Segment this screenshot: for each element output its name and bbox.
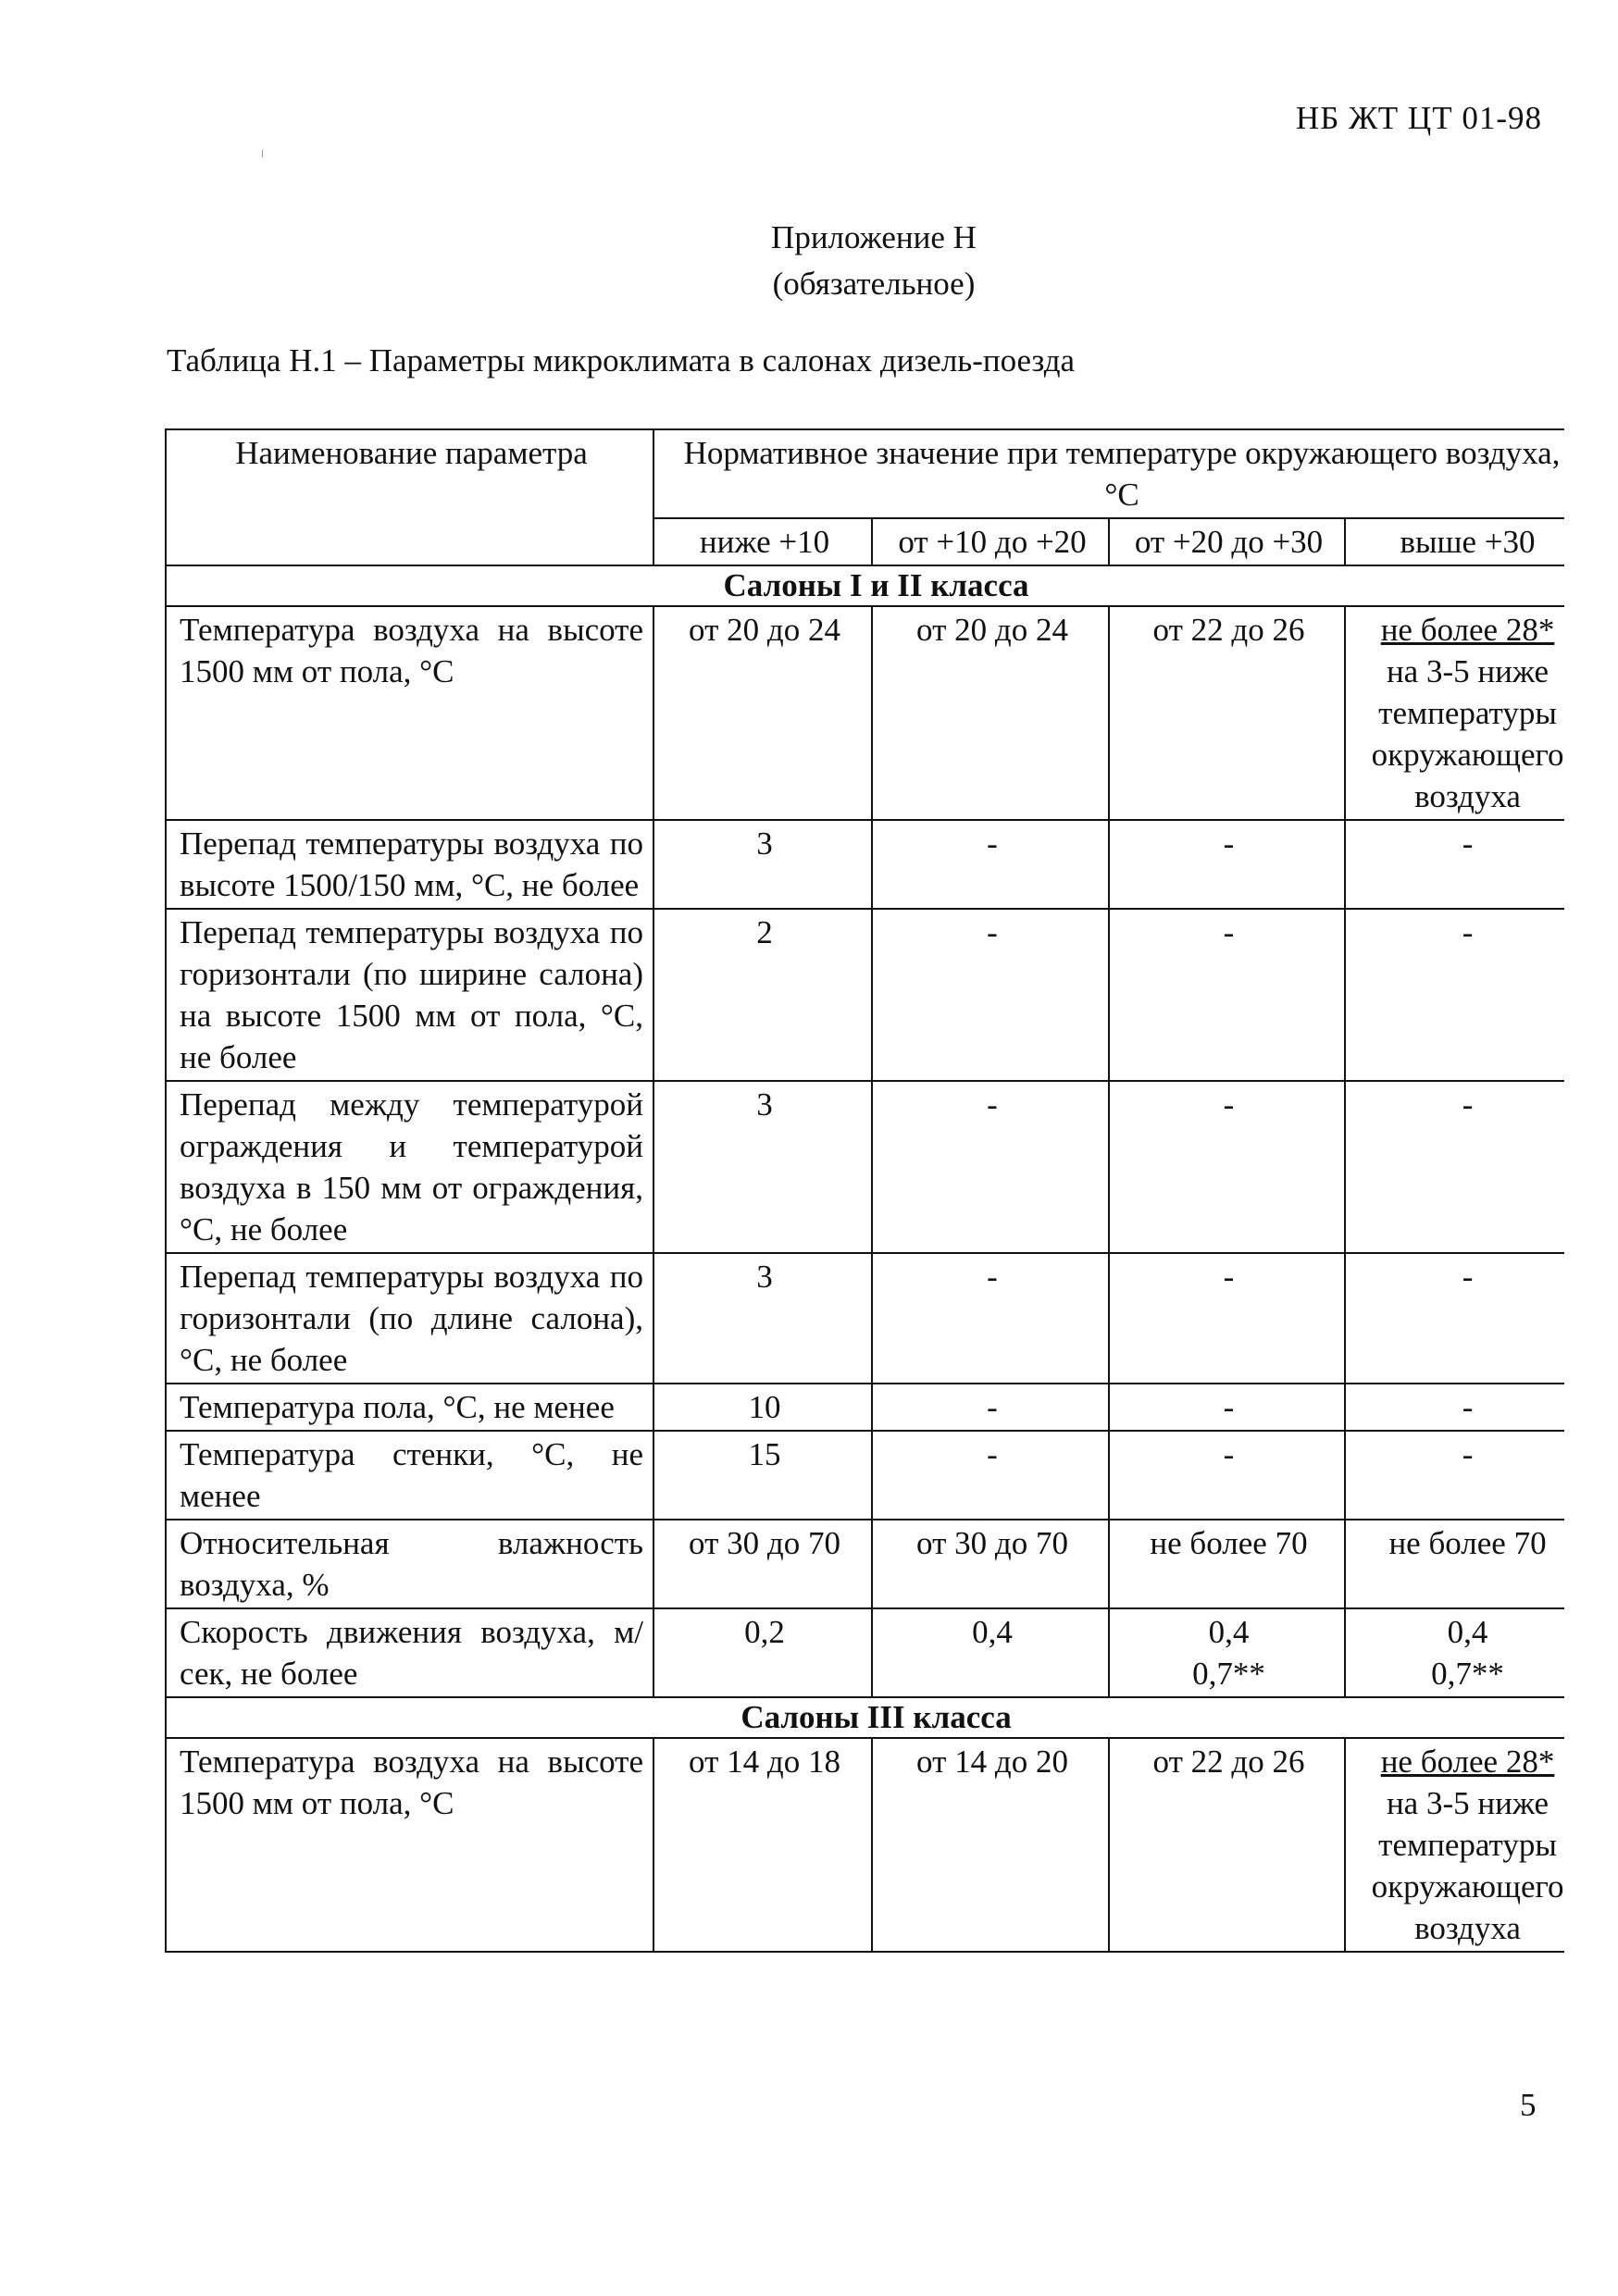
param-cell: Относительная влажность воздуха, % [166, 1520, 653, 1608]
value-cell: - [1345, 1253, 1564, 1384]
scan-artifact [262, 150, 263, 157]
value-cell: 3 [653, 820, 872, 909]
value-cell: - [1109, 820, 1345, 909]
value-line: 0,4 [1208, 1614, 1250, 1650]
value-line: не более 28* [1380, 1744, 1555, 1780]
value-cell: от 22 до 26 [1109, 1738, 1345, 1952]
value-cell: - [872, 909, 1109, 1081]
value-line: 0,7** [1192, 1656, 1265, 1692]
section-title: Салоны III класса [166, 1697, 1564, 1738]
value-cell: 10 [653, 1384, 872, 1431]
value-cell: - [872, 1253, 1109, 1384]
table-row [166, 909, 1564, 1081]
value-cell: от 14 до 20 [872, 1738, 1109, 1952]
table-row [166, 1384, 1564, 1431]
table-caption: Таблица Н.1 – Параметры микроклимата в салонах дизель-поезда [167, 342, 1076, 379]
value-cell: от 20 до 24 [653, 606, 872, 820]
value-cell: - [872, 1431, 1109, 1520]
value-cell: - [1345, 820, 1564, 909]
table-row [166, 820, 1564, 909]
value-cell: - [1109, 909, 1345, 1081]
page-number: 5 [1520, 2087, 1537, 2123]
table-row [166, 1738, 1564, 1952]
value-cell: - [1109, 1384, 1345, 1431]
param-cell: Температура пола, °С, не менее [166, 1384, 653, 1431]
value-cell: от 14 до 18 [653, 1738, 872, 1952]
value-cell: 3 [653, 1081, 872, 1253]
value-cell: 2 [653, 909, 872, 1081]
value-cell: - [872, 820, 1109, 909]
param-cell: Перепад температуры воздуха по горизонтали (по длине салона), °С, не более [166, 1253, 653, 1384]
param-cell: Температура стенки, °С, не менее [166, 1431, 653, 1520]
value-cell: от 30 до 70 [872, 1520, 1109, 1608]
param-cell: Перепад температуры воздуха по высоте 1500/150 мм, °С, не более [166, 820, 653, 909]
table-row [166, 1253, 1564, 1384]
value-cell: 3 [653, 1253, 872, 1384]
value-cell: 15 [653, 1431, 872, 1520]
table-row [166, 1520, 1564, 1608]
document-code: НБ ЖТ ЦТ 01-98 [1295, 100, 1542, 136]
header-range-1: ниже +10 [653, 518, 872, 565]
param-cell: Температура воздуха на высоте 1500 мм от пола, °С [166, 1738, 653, 1952]
param-cell: Температура воздуха на высоте 1500 мм от пола, °С [166, 606, 653, 820]
value-cell: - [1109, 1431, 1345, 1520]
table-row [166, 1431, 1564, 1520]
value-cell: - [872, 1384, 1109, 1431]
section-title: Салоны I и II класса [166, 565, 1564, 606]
value-cell: - [1109, 1081, 1345, 1253]
value-cell: 0,4 [872, 1608, 1109, 1697]
value-cell: - [1345, 1384, 1564, 1431]
value-cell [1109, 1608, 1345, 1697]
header-range-2: от +10 до +20 [872, 518, 1109, 565]
microclimate-table [165, 428, 1564, 1953]
value-cell: не более 70 [1345, 1520, 1564, 1608]
value-cell: от 30 до 70 [653, 1520, 872, 1608]
appendix-title: Приложение Н [771, 219, 977, 255]
value-line: 0,4 [1447, 1614, 1488, 1650]
header-range-3: от +20 до +30 [1109, 518, 1345, 565]
appendix-heading [0, 215, 1618, 307]
table-row [166, 1081, 1564, 1253]
microclimate-table-wrapper [165, 428, 1564, 2076]
value-cell: не более 70 [1109, 1520, 1345, 1608]
value-line: 0,7** [1431, 1656, 1504, 1692]
table-row [166, 606, 1564, 820]
param-cell: Перепад между температурой ограждения и температурой воздуха в 150 мм от ограждения, °С, не более [166, 1081, 653, 1253]
value-cell: - [872, 1081, 1109, 1253]
header-group: Нормативное значение при температуре окружающего воздуха, °С [653, 429, 1564, 518]
value-cell [1345, 1738, 1564, 1952]
param-cell: Перепад температуры воздуха по горизонтали (по ширине салона) на высоте 1500 мм от пола, °С, не более [166, 909, 653, 1081]
value-cell: 0,2 [653, 1608, 872, 1697]
value-cell: - [1345, 1081, 1564, 1253]
value-line: на 3-5 ниже температуры окружающего воздуха [1371, 1785, 1564, 1946]
value-cell: от 20 до 24 [872, 606, 1109, 820]
header-range-4: выше +30 [1345, 518, 1564, 565]
table-row [166, 1608, 1564, 1697]
value-line: на 3-5 ниже температуры окружающего воздуха [1371, 653, 1564, 814]
value-cell: - [1109, 1253, 1345, 1384]
value-cell: от 22 до 26 [1109, 606, 1345, 820]
value-line: не более 28* [1380, 612, 1555, 648]
appendix-status: (обязательное) [772, 266, 976, 302]
value-cell: - [1345, 1431, 1564, 1520]
param-cell: Скорость движения воздуха, м/сек, не более [166, 1608, 653, 1697]
value-cell [1345, 1608, 1564, 1697]
value-cell [1345, 606, 1564, 820]
header-param-col: Наименование параметра [166, 429, 653, 565]
value-cell: - [1345, 909, 1564, 1081]
